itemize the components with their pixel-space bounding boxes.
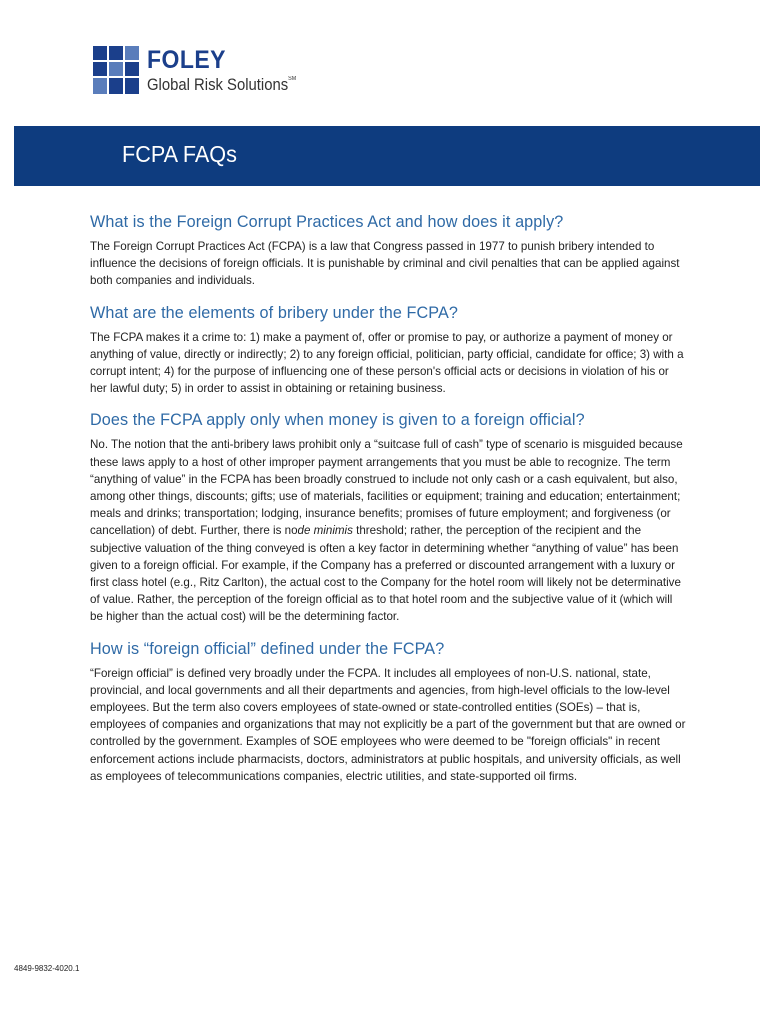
faq-section-1 [90,210,686,290]
document-id: 4849-9832-4020.1 [14,964,80,973]
foley-logo-mark-icon [93,46,139,94]
de-minimis-term: de minimis [297,524,353,538]
title-banner [14,126,760,186]
faq-answer-2: The FCPA makes it a crime to: 1) make a payment of, offer or promise to pay, or authorize a payment of money or anything of value, directly or indirectly; 2) to any foreign official, politician, party official, candidate for office; 3) with a corrupt intent; 4) for the purpose of influencing one of these person's official acts or decisions in violation of his or her lawful duty; 5) in order to assist in obtaining or retaining business. [90,330,684,396]
logo-subtitle: Global Risk Solutions℠ [147,76,297,94]
faq-section-3 [90,408,686,625]
faq-content [90,210,686,796]
faq-section-2 [90,301,686,398]
page-title: FCPA FAQs [122,141,237,167]
faq-question-3: Does the FCPA apply only when money is given to a foreign official? [90,411,585,430]
faq-question-1: What is the Foreign Corrupt Practices Act and how does it apply? [90,213,564,231]
faq-answer-3: No. The notion that the anti-bribery laws prohibit only a “suitcase full of cash” type of scenario is misguided because these laws apply to a host of other improper payment arrangements that you must be able to recognize. The term “anything of value” in the FCPA has been broadly construed to include not only cash or a cash equivalent, but also, among other things, discounts; gifts; use of materials, facilities or equipment; training and education; entertainment; meals and drinks; transportation; lodging, insurance benefits; promises of future employment; and forgiveness (or cancellation) of debt. Further, there is node minimis threshold; rather, the perception of the recipient and the subjective valuation of the thing conveyed is often a key factor in determining whether “anything of value” has been given to a foreign official. For example, if the Company has a preferred or discounted arrangement with a luxury or first class hotel (e.g., Ritz Carlton), the actual cost to the Company for the hotel room will likely not be determinative of value. Rather, the perception of the foreign official as to that hotel room and the subjective value of it (which will be higher than the actual cost) will be the determining factor. [90,438,683,624]
faq-section-4 [90,637,686,785]
service-mark: SM [288,76,297,82]
faq-answer-1: The Foreign Corrupt Practices Act (FCPA) is a law that Congress passed in 1977 to punish bribery intended to influence the decisions of foreign officials. It is punishable by criminal and civil penalties that can be applied against both companies and individuals. [90,240,680,288]
logo-brand-name: FOLEY [147,46,226,74]
faq-question-2: What are the elements of bribery under the FCPA? [90,303,458,322]
faq-answer-4: “Foreign official” is defined very broadly under the FCPA. It includes all employees of non-U.S. national, state, provincial, and local governments and all their departments and agencies, from high-level officials to the low-level employees. But the term also covers employees of state-owned or state-controlled entities (SOEs) – that is, employees of companies and organizations that may not explicitly be a part of the government but that are owned or controlled by the government. Examples of SOE employees who were deemed to be "foreign officials" in recent enforcement actions include pharmacists, doctors, administrators at public hospitals, and university officials, as well as employees of telecommunications companies, electric utilities, and state-supported oil firms. [90,666,686,783]
faq-question-4: How is “foreign official” defined under the FCPA? [90,639,445,658]
